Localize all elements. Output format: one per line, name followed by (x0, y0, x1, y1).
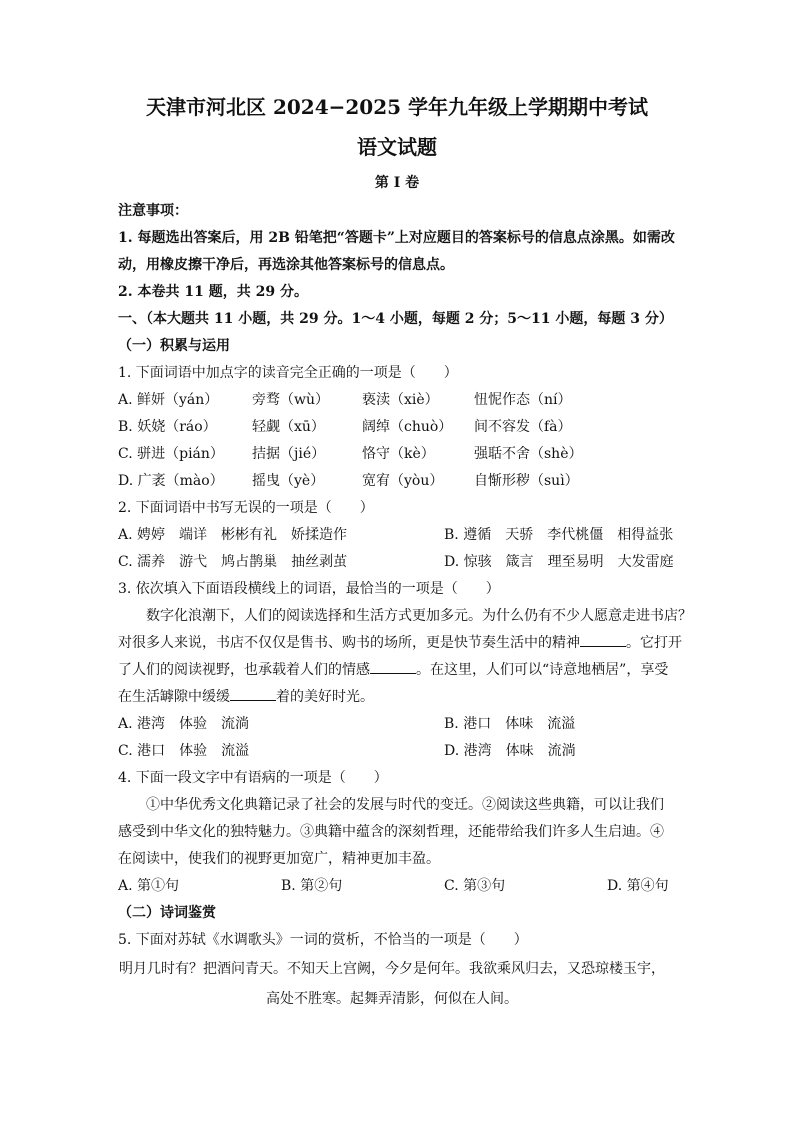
answer-blank-1 (580, 632, 626, 647)
question-4-option-d[interactable]: D. 第④句 (607, 878, 669, 894)
notice-item-1-line-2: 动，用橡皮擦干净后，再选涂其他答案标号的信息点。 (118, 257, 454, 273)
question-2-option-a[interactable]: A. 娉婷 端详 彬彬有礼 娇揉造作 (118, 527, 348, 543)
question-2-options-row-1 (118, 522, 676, 549)
notice-section (118, 198, 676, 306)
subsection-accumulation: （一）积累与运用 (118, 338, 230, 354)
question-2-option-d[interactable]: D. 惊骇 箴言 理至易明 大发雷庭 (444, 554, 674, 570)
passage-line (118, 630, 682, 657)
question-3-passage (118, 603, 692, 711)
exam-subtitle: 语文试题 (357, 135, 437, 159)
option-word: 恪守（kè） (362, 446, 435, 462)
passage-text: 对很多人来说，书店不仅仅是售书、购书的场所，更是快节奏生活中的精神 (118, 635, 580, 651)
passage-line: ①中华优秀文化典籍记录了社会的发展与时代的变迁。②阅读这些典籍，可以让我们 (146, 797, 664, 813)
passage-line (118, 684, 676, 711)
question-1-option-a[interactable] (118, 387, 676, 414)
option-word: 旁骛（wù） (252, 392, 329, 408)
question-1-option-c[interactable] (118, 441, 676, 468)
option-word: 宽宥（yòu） (362, 473, 444, 489)
volume-label: 第 I 卷 (374, 175, 420, 191)
question-2-option-b[interactable]: B. 遵循 天骄 李代桃僵 相得益张 (444, 527, 674, 543)
option-word: 强聒不舍（shè） (474, 446, 583, 462)
poem-line-2: 高处不胜寒。起舞弄清影，何似在人间。 (266, 991, 518, 1007)
question-2-options-row-2 (118, 549, 676, 576)
passage-text: 。在这里，人们可以“诗意地栖居”，享受 (416, 662, 669, 678)
question-3-option-c[interactable]: C. 港口 体验 流溢 (118, 743, 250, 759)
notice-item-1-line-1: 1. 每题选出答案后，用 2B 铅笔把“答题卡”上对应题目的答案标号的信息点涂黑。如需改 (118, 230, 675, 246)
passage-line (118, 657, 676, 684)
passage-text: 在生活罅隙中缓缓 (118, 689, 230, 705)
question-4-stem: 4. 下面一段文字中有语病的一项是（ ） (118, 770, 388, 786)
question-1-stem: 1. 下面词语中加点字的读音完全正确的一项是（ ） (118, 365, 458, 381)
answer-blank-2 (370, 659, 416, 674)
question-3-option-a[interactable]: A. 港湾 体验 流淌 (118, 716, 250, 732)
question-4-passage (118, 792, 676, 873)
question-4-option-a[interactable]: A. 第①句 (118, 878, 180, 894)
question-4-option-c[interactable]: C. 第③句 (444, 878, 506, 894)
subsection-poetry: （二）诗词鉴赏 (118, 905, 216, 921)
passage-text: 了人们的阅读视野，也承载着人们的情感 (118, 662, 370, 678)
question-5-stem: 5. 下面对苏轼《水调歌头》一词的赏析，不恰当的一项是（ ） (118, 932, 528, 948)
question-2-option-c[interactable]: C. 濡养 游弋 鸠占鹊巢 抽丝剥茧 (118, 554, 348, 570)
question-3-option-b[interactable]: B. 港口 体味 流溢 (444, 716, 576, 732)
option-word: A. 鲜妍（yán） (118, 392, 219, 408)
question-1-option-d[interactable] (118, 468, 676, 495)
option-word: 阔绰（chuò） (362, 419, 453, 435)
option-word: 亵渎（xiè） (362, 392, 439, 408)
option-word: C. 骈进（pián） (118, 446, 224, 462)
notice-item-2: 2. 本卷共 11 题，共 29 分。 (118, 284, 308, 300)
option-word: 轻觑（xū） (252, 419, 325, 435)
question-4-options (118, 873, 676, 900)
passage-line: 感受到中华文化的独特魅力。③典籍中蕴含的深刻哲理，还能带给我们许多人生启迪。④ (118, 824, 664, 840)
answer-blank-3 (230, 686, 276, 701)
poem-line-1: 明月几时有？把酒问青天。不知天上宫阙，今夕是何年。我欲乘风归去，又恐琼楼玉宇， (119, 961, 665, 977)
option-word: 摇曳（yè） (252, 473, 325, 489)
question-3-options-row-2 (118, 738, 676, 765)
question-2-stem: 2. 下面词语中书写无误的一项是（ ） (118, 500, 374, 516)
section-heading: 一、（本大题共 11 小题，共 29 分。1～4 小题，每题 2 分；5～11 小题，每题 3 分） (118, 311, 673, 327)
passage-text: 。它打开 (626, 635, 682, 651)
passage-line: 数字化浪潮下，人们的阅读选择和生活方式更加多元。为什么仍有不少人愿意走进书店？ (146, 608, 692, 624)
option-word: 间不容发（fà） (474, 419, 572, 435)
option-word: 忸怩作态（ní） (474, 392, 572, 408)
question-1-option-b[interactable] (118, 414, 676, 441)
question-3-options-row-1 (118, 711, 676, 738)
question-3-stem: 3. 依次填入下面语段横线上的词语，最恰当的一项是（ ） (118, 581, 500, 597)
option-word: 拮据（jié） (252, 446, 326, 462)
option-word: B. 妖娆（ráo） (118, 419, 217, 435)
question-3-option-d[interactable]: D. 港湾 体味 流淌 (444, 743, 576, 759)
notice-heading: 注意事项： (118, 203, 188, 219)
passage-text: 着的美好时光。 (276, 689, 374, 705)
passage-line: 在阅读中，使我们的视野更加宽广，精神更加丰盈。 (118, 851, 440, 867)
exam-title: 天津市河北区 2024−2025 学年九年级上学期期中考试 (145, 95, 648, 119)
option-word: 自惭形秽（suì） (474, 473, 579, 489)
question-4-option-b[interactable]: B. 第②句 (281, 878, 343, 894)
option-word: D. 广袤（mào） (118, 473, 224, 489)
